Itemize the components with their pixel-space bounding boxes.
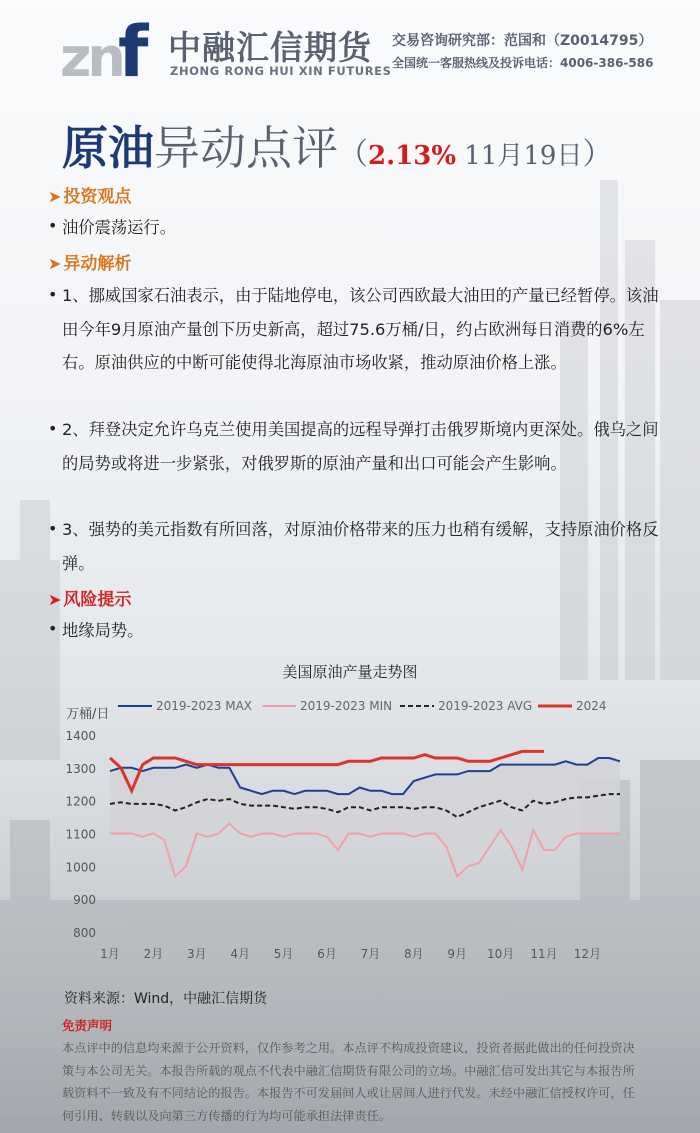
arrow-icon: ➤ [48, 254, 62, 273]
bullet-icon: • [48, 216, 58, 235]
x-tick-label: 11月 [530, 947, 558, 961]
risk-heading [48, 585, 131, 610]
view-heading [48, 182, 131, 207]
svg-text:zn: zn [60, 26, 122, 80]
company-name-en: ZHONG RONG HUI XIN FUTURES [170, 64, 392, 78]
chart-title: 美国原油产量走势图 [282, 663, 418, 681]
y-tick-label: 1200 [65, 794, 96, 809]
analysis-item: 2、拜登决定允许乌克兰使用美国提高的远程导弹打击俄罗斯境内更深处。俄乌之间的局势或将进一步紧张，对俄罗斯的原油产量和出口可能会产生影响。 [62, 420, 659, 473]
disclaimer-text: 本点评中的信息均来源于公开资料，仅作参考之用。本点评不构成投资建议，投资者据此做出的任何投资决策与本公司无关。本报告所载的观点不代表中融汇信期货有限公司的立场。中融汇信可发出其它与本报告所载资料不一致及有不同结论的报告。本报告不可发届间人或让居间人进行代发。未经中融汇信授权许可，任何引用、转载以及向第三方传播的行为均可能承担法律责任。 [62, 1041, 635, 1123]
hotline-contact: 全国统一客服热线及投诉电话：4006-386-586 [392, 56, 654, 70]
arrow-icon: ➤ [48, 187, 62, 206]
x-tick-label: 9月 [447, 947, 468, 961]
x-tick-label: 8月 [404, 947, 424, 961]
risk-text: 地缘局势。 [62, 621, 144, 640]
analysis-heading-label: 异动解析 [63, 254, 132, 274]
company-name-cn: 中融汇信期货 [168, 28, 372, 67]
y-tick-label: 1300 [65, 761, 96, 776]
analyst-contact: 交易咨询研究部：范国和（Z0014795） [392, 33, 653, 49]
legend-label: 2019-2023 MIN [300, 699, 393, 713]
legend-label: 2019-2023 AVG [438, 699, 533, 713]
analysis-item: 1、挪威国家石油表示，由于陆地停电，该公司西欧最大油田的产量已经暂停。该油田今年9月原油产量创下历史新高，超过75.6万桶/日，约占欧洲每日消费的6%左右。原油供应的中断可能使得北海原油市场收紧，推动原油价格上涨。 [62, 286, 659, 372]
view-heading-label: 投资观点 [63, 187, 132, 207]
x-tick-label: 12月 [573, 947, 602, 961]
x-tick-label: 5月 [273, 947, 294, 961]
bullet-icon: • [48, 419, 58, 438]
range-band [110, 758, 620, 876]
y-tick-label: 900 [73, 893, 96, 908]
x-tick-label: 6月 [317, 947, 337, 961]
arrow-icon: ➤ [48, 590, 62, 609]
y-tick-label: 1000 [65, 860, 96, 875]
bullet-icon: • [48, 285, 58, 304]
x-tick-label: 7月 [360, 947, 381, 961]
title-sub: 异动点评 [154, 121, 338, 175]
legend-label: 2019-2023 MAX [156, 699, 253, 713]
disclaimer-heading: 免责声明 [62, 1018, 113, 1033]
analysis-item: 3、强势的美元指数有所回落，对原油价格带来的压力也稍有缓解，支持原油价格反弹。 [62, 520, 659, 573]
svg-text:f: f [118, 14, 149, 80]
title-main: 原油 [62, 121, 154, 175]
y-tick-label: 1400 [65, 729, 96, 743]
title-paren-open: （ [338, 137, 368, 172]
company-logo [60, 14, 160, 80]
analysis-heading [48, 249, 131, 274]
risk-heading-label: 风险提示 [63, 590, 132, 610]
y-tick-label: 800 [73, 926, 96, 940]
x-tick-label: 2月 [143, 947, 164, 961]
x-tick-label: 4月 [230, 947, 251, 961]
view-text: 油价震荡运行。 [62, 218, 176, 237]
title-paren-close: ） [582, 137, 613, 172]
title-change-pct: 2.13% [368, 141, 457, 171]
x-tick-label: 10月 [486, 947, 515, 961]
source-note: 资料来源：Wind，中融汇信期货 [64, 991, 268, 1007]
y-axis-label: 万桶/日 [66, 707, 110, 722]
x-tick-label: 3月 [186, 947, 207, 961]
title-date: 11月19日 [456, 141, 583, 171]
report-title [62, 112, 612, 178]
y-tick-label: 1100 [65, 827, 96, 842]
bullet-icon: • [48, 519, 58, 538]
x-tick-label: 1月 [100, 947, 120, 961]
oil-production-chart [0, 690, 700, 970]
legend-label: 2024 [576, 699, 607, 713]
bullet-icon: • [48, 619, 58, 638]
